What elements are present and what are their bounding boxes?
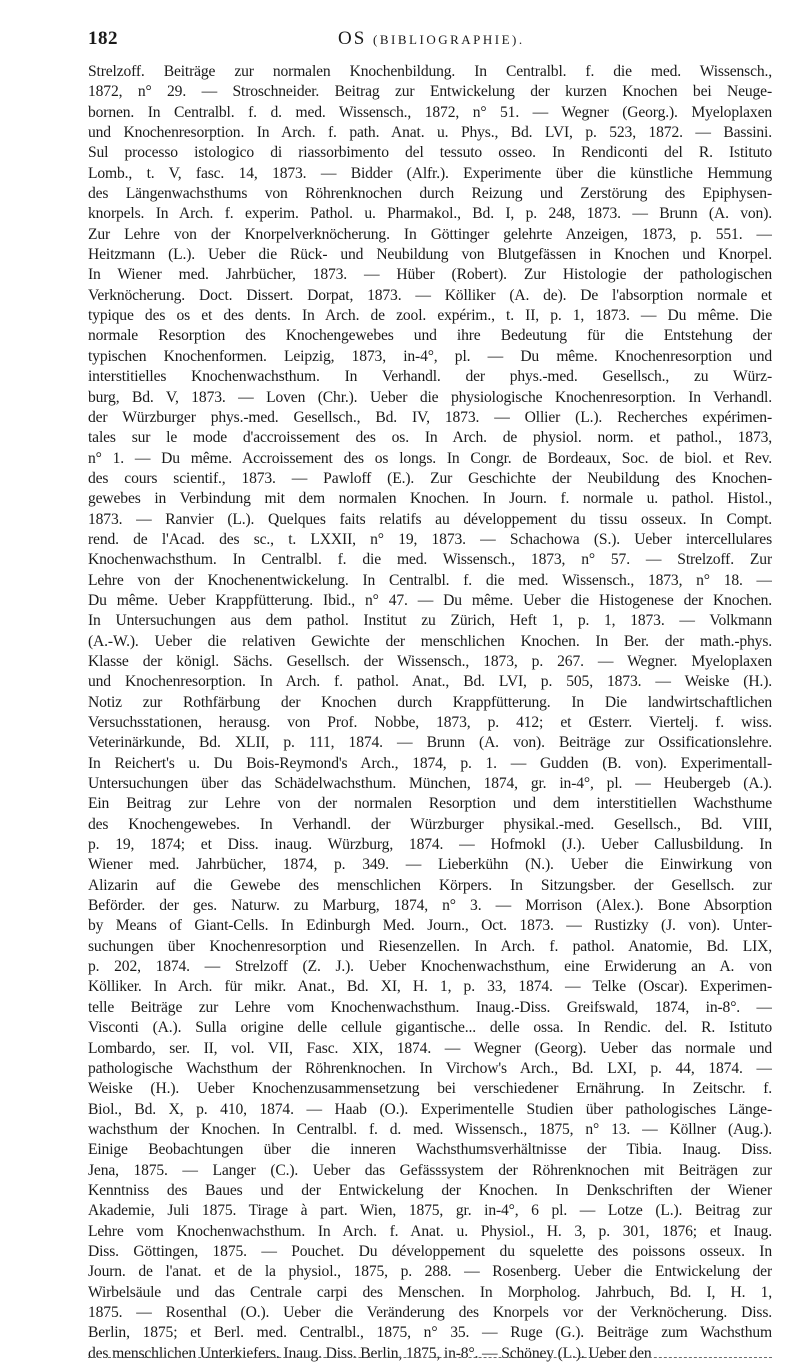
text-line: des Längenwachsthums von Röhrenknochen durch Reizung und Zerstörung des Epiphysen- <box>88 185 772 203</box>
text-line: Kölliker. In Arch. für mikr. Anat., Bd. XI, H. 1, p. 33, 1874. — Telke (Oscar). Experimen- <box>88 978 772 996</box>
text-line: Zur Lehre von der Knorpelverknöcherung. In Göttinger gelehrte Anzeigen, 1873, p. 551. — <box>88 225 772 243</box>
text-line: Biol., Bd. X, p. 410, 1874. — Haab (O.). Experimentelle Studien über pathologisches Länge- <box>88 1100 772 1118</box>
text-line: Notiz zur Rothfärbung der Knochen durch Krappfütterung. In Die landwirtschaftlichen <box>88 693 772 711</box>
page-header <box>88 28 772 58</box>
text-line: und Knochenresorption. In Arch. f. path. Anat. u. Phys., Bd. LVI, p. 523, 1872. — Bassini. <box>88 124 772 142</box>
text-line: bornen. In Centralbl. f. d. med. Wissensch., 1872, n° 51. — Wegner (Georg.). Myeloplaxen <box>88 103 772 121</box>
text-line: Klasse der königl. Sächs. Gesellsch. der Wissensch., 1873, p. 267. — Wegner. Myeloplaxen <box>88 652 772 670</box>
text-line: Akademie, Juli 1875. Tirage à part. Wien, 1875, gr. in-4°, 6 pl. — Lotze (L.). Beitrag zur <box>88 1202 772 1220</box>
text-line: normale Resorption des Knochengewebes und ihre Bedeutung für die Entstehung der <box>88 327 772 345</box>
text-line: by Means of Giant-Cells. In Edinburgh Med. Journ., Oct. 1873. — Rustizky (J. von). Unter- <box>88 917 772 935</box>
text-line: typischen Knochenformen. Leipzig, 1873, in-4°, pl. — Du même. Knochenresorption und <box>88 347 772 365</box>
text-line: p. 202, 1874. — Strelzoff (Z. J.). Ueber Knochenwachsthum, eine Erwiderung an A. von <box>88 958 772 976</box>
text-line: Du même. Ueber Krappfütterung. Ibid., n° 47. — Du même. Ueber die Histogenese der Knochen. <box>88 591 772 609</box>
text-line: 1873. — Ranvier (L.). Quelques faits relatifs au développement du tissu osseux. In Compt. <box>88 510 772 528</box>
text-line: Jena, 1875. — Langer (C.). Ueber das Gefässsystem der Röhrenknochen mit Beiträgen zur <box>88 1161 772 1179</box>
text-line: In Reichert's u. Du Bois-Reymond's Arch., 1874, p. 1. — Gudden (B. von). Experimentall- <box>88 754 772 772</box>
text-line: der Würzburger phys.-med. Gesellsch., Bd. IV, 1873. — Ollier (L.). Recherches expérimen- <box>88 408 772 426</box>
text-line: Lehre vom Knochenwachsthum. In Arch. f. Anat. u. Physiol., H. 3, p. 301, 1876; et Inaug. <box>88 1222 772 1240</box>
text-line: Kenntniss des Baues und der Entwickelung der Knochen. In Denkschriften der Wiener <box>88 1181 772 1199</box>
text-line: Weiske (H.). Ueber Knochenzusammensetzung bei verschiedener Ernährung. In Zeitschr. f. <box>88 1080 772 1098</box>
text-line: 1872, n° 29. — Stroschneider. Beitrag zur Entwickelung der kurzen Knochen bei Neuge- <box>88 83 772 101</box>
text-line: wachsthum der Knochen. In Centralbl. f. d. med. Wissensch., 1875, n° 13. — Köllner (Aug.). <box>88 1120 772 1138</box>
text-line: rend. de l'Acad. des sc., t. LXXII, n° 19, 1873. — Schachowa (S.). Ueber intercellulares <box>88 530 772 548</box>
running-head-subtitle: (BIBLIOGRAPHIE). <box>373 32 525 47</box>
text-line: tales sur le mode d'accroissement des os. In Arch. de physiol. norm. et pathol., 1873, <box>88 429 772 447</box>
text-line: In Untersuchungen aus dem pathol. Institut zu Zürich, Heft 1, p. 1, 1873. — Volkmann <box>88 612 772 630</box>
text-line: Einige Beobachtungen über die inneren Wachsthumsverhältnisse der Tibia. Inaug. Diss. <box>88 1141 772 1159</box>
text-line: Knochenwachsthum. In Centralbl. f. die med. Wissensch., 1873, n° 57. — Strelzoff. Zur <box>88 551 772 569</box>
text-line: (A.-W.). Ueber die relativen Gewichte der menschlichen Knochen. In Ber. der math.-phys. <box>88 632 772 650</box>
text-line: und Knochenresorption. In Arch. f. pathol. Anat., Bd. LVI, p. 505, 1873. — Weiske (H.). <box>88 673 772 691</box>
text-line: typique des os et des dents. In Arch. de zool. expérim., t. II, p. 1, 1873. — Du même. Die <box>88 307 772 325</box>
text-line: Wirbelsäule und das Centrale carpi des Menschen. In Morpholog. Jahrbuch, Bd. I, H. 1, <box>88 1283 772 1301</box>
text-line: pathologische Wachsthum der Röhrenknochen. In Virchow's Arch., Bd. LXI, p. 44, 1874. — <box>88 1059 772 1077</box>
text-line: Diss. Göttingen, 1875. — Pouchet. Du développement du squelette des poissons osseux. In <box>88 1242 772 1260</box>
text-line: Lomb., t. V, fasc. 14, 1873. — Bidder (Alfr.). Experimente über die künstliche Hemmung <box>88 164 772 182</box>
text-line: des Knochengewebes. In Verhandl. der Würzburger physikal.-med. Gesellsch., Bd. VIII, <box>88 815 772 833</box>
running-head-title: OS <box>338 28 367 49</box>
text-line: Wiener med. Jahrbücher, 1874, p. 349. — Lieberkühn (N.). Ueber die Einwirkung von <box>88 856 772 874</box>
text-line: 1875. — Rosenthal (O.). Ueber die Veränderung des Knorpels vor der Verknöcherung. Diss. <box>88 1303 772 1321</box>
text-line: Untersuchungen über das Schädelwachsthum. München, 1874, gr. in-4°, pl. — Heubergeb (A.). <box>88 775 772 793</box>
text-line: burg, Bd. V, 1873. — Loven (Chr.). Ueber die physiologische Knochenresorption. In Verhandl. <box>88 388 772 406</box>
text-line: Alizarin auf die Gewebe des menschlichen Körpers. In Sitzungsber. der Gesellsch. zur <box>88 876 772 894</box>
text-line: knorpels. In Arch. f. experim. Pathol. u. Pharmakol., Bd. I, p. 248, 1873. — Brunn (A. von). <box>88 205 772 223</box>
text-line: In Wiener med. Jahrbücher, 1873. — Hüber (Robert). Zur Histologie der pathologischen <box>88 266 772 284</box>
text-line: Versuchsstationen, herausg. von Prof. Nobbe, 1873, p. 412; et Œsterr. Viertelj. f. wiss. <box>88 714 772 731</box>
text-line: p. 19, 1874; et Diss. inaug. Würzburg, 1874. — Hofmokl (J.). Ueber Callusbildung. In <box>88 836 772 854</box>
text-line: Sul processo istologico di riassorbimento del tessuto osseo. In Rendiconti del R. Istituto <box>88 144 772 162</box>
footer-rule <box>88 1357 772 1358</box>
text-line: n° 1. — Du même. Accroissement des os longs. In Congr. de Bordeaux, Soc. de biol. et Rev. <box>88 449 772 467</box>
text-line: des cours scientif., 1873. — Pawloff (E.). Zur Geschichte der Neubildung des Knochen- <box>88 469 772 487</box>
text-line: Strelzoff. Beiträge zur normalen Knochenbildung. In Centralbl. f. die med. Wissensch., <box>88 63 772 80</box>
text-line: telle Beiträge zur Lehre vom Knochenwachsthum. Inaug.-Diss. Greifswald, 1874, in-8°. — <box>88 998 772 1016</box>
text-line: Beförder. der ges. Naturw. zu Marburg, 1874, n° 3. — Morrison (Alex.). Bone Absorption <box>88 897 772 915</box>
text-line: Veterinärkunde, Bd. XLII, p. 111, 1874. — Brunn (A. von). Beiträge zur Ossificationslehre. <box>88 734 772 752</box>
running-head <box>338 28 525 50</box>
text-line: interstitielles Knochenwachsthum. In Verhandl. der phys.-med. Gesellsch., zu Würz- <box>88 368 772 386</box>
bibliography-text <box>88 62 772 1364</box>
text-line: Berlin, 1875; et Berl. med. Centralbl., 1875, n° 35. — Ruge (G.). Beiträge zum Wachsthum <box>88 1324 772 1342</box>
text-line: Lombardo, ser. II, vol. VII, Fasc. XIX, 1874. — Wegner (Georg). Ueber das normale und <box>88 1039 772 1057</box>
text-line: des menschlichen Unterkiefers. Inaug. Diss. Berlin, 1875, in-8°. — Schöney (L.). Ueber den <box>88 1344 652 1362</box>
text-line: Ein Beitrag zur Lehre von der normalen Resorption und dem interstitiellen Wachsthume <box>88 795 772 813</box>
page-number: 182 <box>88 28 118 49</box>
text-line: Journ. de l'anat. et de la physiol., 1875, p. 288. — Rosenberg. Ueber die Entwickelung der <box>88 1263 772 1281</box>
text-line: Verknöcherung. Doct. Dissert. Dorpat, 1873. — Kölliker (A. de). De l'absorption normale et <box>88 286 772 304</box>
text-line: suchungen über Knochenresorption und Riesenzellen. In Arch. f. pathol. Anatomie, Bd. LIX, <box>88 937 772 955</box>
text-line: gewebes in Verbindung mit dem normalen Knochen. In Journ. f. normale u. pathol. Histol., <box>88 490 772 508</box>
text-line: Lehre von der Knochenentwickelung. In Centralbl. f. die med. Wissensch., 1873, n° 18. — <box>88 571 772 589</box>
text-line: Visconti (A.). Sulla origine delle cellule gigantische... delle ossa. In Rendic. del. R. Istituto <box>88 1019 772 1037</box>
text-line: Heitzmann (L.). Ueber die Rück- und Neubildung von Blutgefässen in Knochen und Knorpel. <box>88 246 772 264</box>
